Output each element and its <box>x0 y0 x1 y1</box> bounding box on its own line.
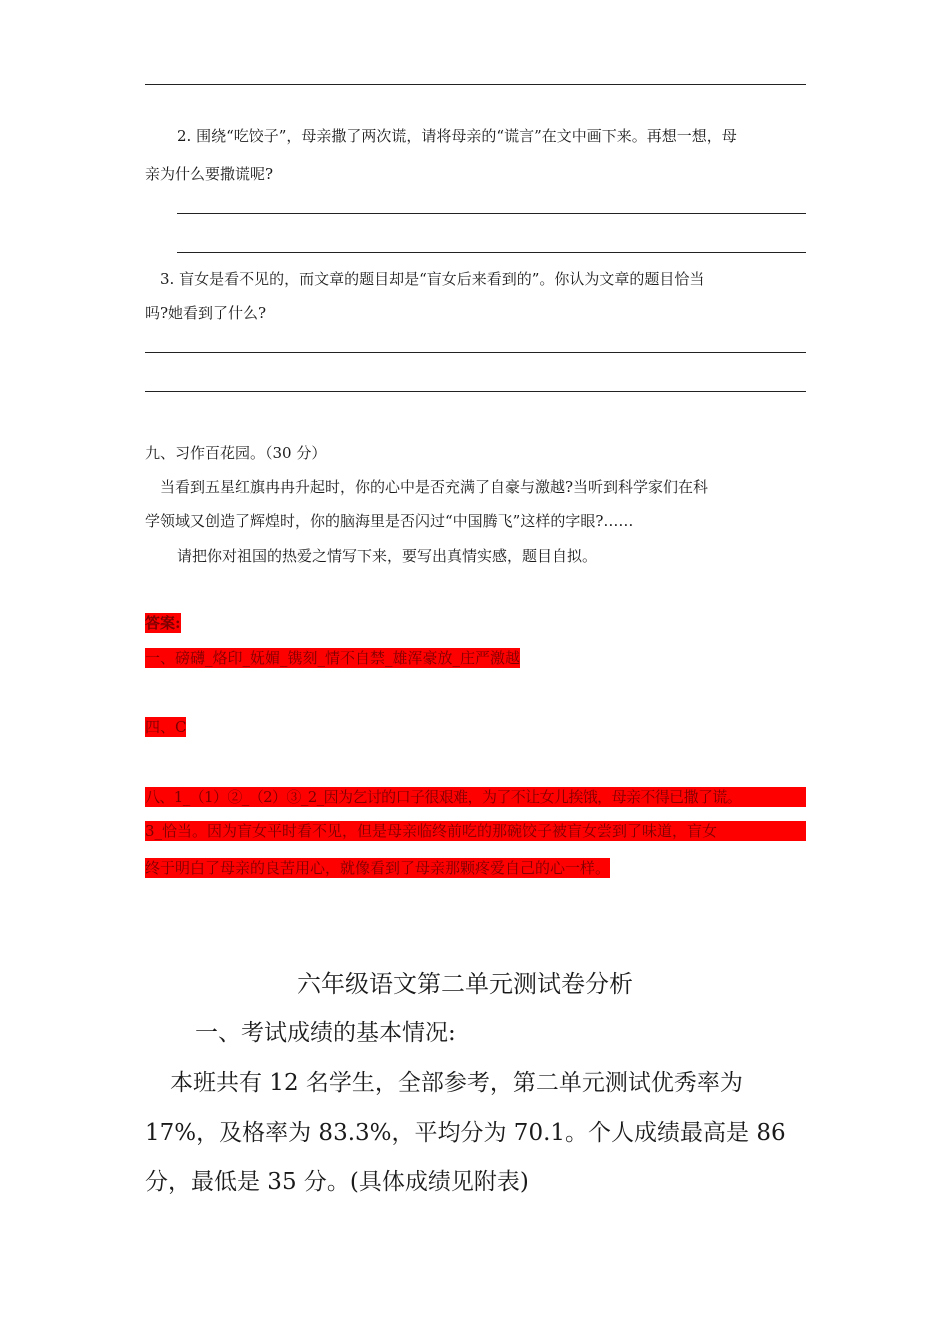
question-2-line-1: 2. 围绕“吃饺子”，母亲撒了两次谎，请将母亲的“谎言”在文中画下来。再想一想，母 <box>177 127 737 145</box>
composition-line-3: 请把你对祖国的热爱之情写下来，要写出真情实感，题目自拟。 <box>177 547 598 565</box>
analysis-paragraph-line-1: 本班共有 12 名学生，全部参考，第二单元测试优秀率为 <box>170 1070 743 1096</box>
answer-part-4: 四、C <box>145 718 187 736</box>
answer-line <box>145 352 806 353</box>
analysis-paragraph-line-2: 17%，及格率为 83.3%，平均分为 70.1。个人成绩最高是 86 <box>145 1120 786 1146</box>
composition-heading: 九、习作百花园。（30 分） <box>145 444 327 462</box>
answers-label: 答案: <box>145 614 181 632</box>
analysis-section-1-heading: 一、考试成绩的基本情况: <box>195 1020 456 1046</box>
question-2-line-2: 亲为什么要撒谎呢? <box>145 165 274 183</box>
composition-line-2: 学领域又创造了辉煌时，你的脑海里是否闪过“中国腾飞”这样的字眼?…… <box>145 512 634 530</box>
answer-part-8-line-1: 八、1_（1）②_（2）③_2_因为乞讨的口子很艰难，为了不让女儿挨饿，母亲不得已撒了谎。 <box>145 787 806 807</box>
answer-line <box>177 252 806 253</box>
composition-line-1: 当看到五星红旗冉冉升起时，你的心中是否充满了自豪与激越?当听到科学家们在科 <box>160 478 709 496</box>
question-3-line-2: 吗?她看到了什么? <box>145 304 267 322</box>
answer-line <box>145 391 806 392</box>
analysis-title: 六年级语文第二单元测试卷分析 <box>297 970 633 998</box>
answer-part-8-line-2: 3_恰当。因为盲女平时看不见，但是母亲临终前吃的那碗饺子被盲女尝到了味道，盲女 <box>145 821 806 841</box>
question-3-line-1: 3. 盲女是看不见的，而文章的题目却是“盲女后来看到的”。你认为文章的题目恰当 <box>160 270 705 288</box>
answer-part-1: 一、磅礴_烙印_妩媚_镌刻_情不自禁_雄浑豪放_庄严激越 <box>145 649 521 667</box>
answer-line <box>145 84 806 85</box>
answer-part-8-line-3: 终于明白了母亲的良苦用心，就像看到了母亲那颗疼爱自己的心一样。 <box>145 859 611 877</box>
answer-line <box>177 213 806 214</box>
analysis-paragraph-line-3: 分，最低是 35 分。(具体成绩见附表) <box>145 1169 529 1195</box>
